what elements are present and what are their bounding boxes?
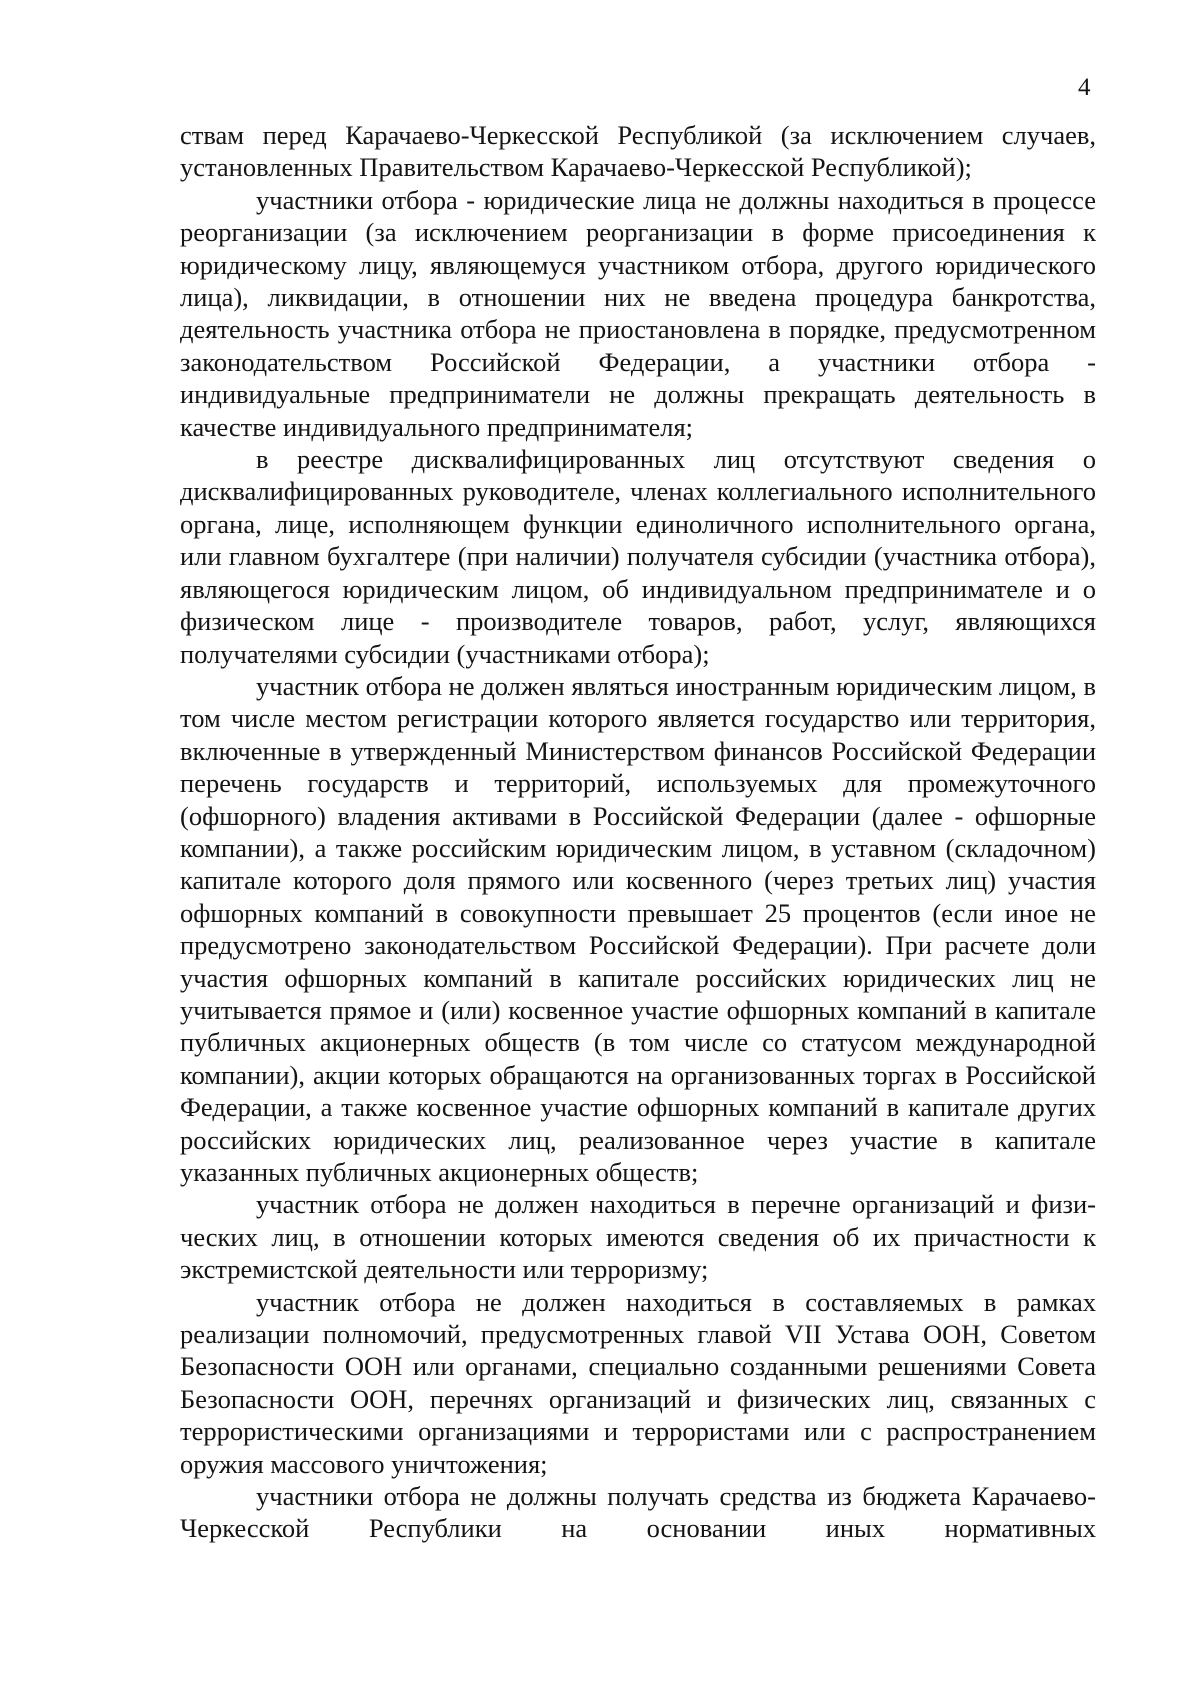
paragraph-2: участники отбора - юридические лица не должны находиться в процессе реорганизации (за исключением реорганизации в форме присоединения к юридическому лицу, являющемуся участником отбора, другого юридического лица), ликвидации, в отношении них не введена процедура банкротства, деятельность участника отбора не приостановлена в порядке, предусмотренном законодательством Российской Федерации, а участники отбора - индивидуальные предприниматели не должны прекращать деятельность в качестве индивидуального предпринимателя; bbox=[180, 184, 1096, 442]
paragraph-3: в реестре дисквалифицированных лиц отсутствуют сведения о дисквалифицированных руководителе, членах коллегиального исполнительного органа, лице, исполняющем функции единоличного исполнительного органа, или главном бухгалтере (при наличии) получателя субсидии (участника отбора), являющегося юридическим лицом, об индивидуальном предпринимателе и о физическом лице - производителе товаров, работ, услуг, являющихся получателями субсидии (участниками отбора); bbox=[180, 444, 1096, 669]
paragraph-4: участник отбора не должен являться иностранным юридическим лицом, в том числе местом регистрации которого является государство или территория, включенные в утвержденный Министерством финансов Российской Федерации перечень государств и территорий, используемых для промежуточного (офшорного) владения активами в Российской Федерации (далее - офшорные компании), а также российским юридическим лицом, в уставном (складочном) капитале которого доля прямого или косвенного (через третьих лиц) участия офшорных компаний в совокупности превышает 25 процентов (если иное не предусмотрено законодательством Российской Федерации). При расчете доли участия офшорных компаний в капитале российских юридических лиц не учитывается прямое и (или) косвенное участие офшорных компаний в капитале публичных акционерных обществ (в том числе со статусом международной компании), акции которых обращаются на организованных торгах в Российской Федерации, а также косвенное участие офшорных компаний в капитале других российских юридических лиц, реализованное через участие в капитале указанных публичных акционерных обществ; bbox=[180, 670, 1096, 1187]
paragraph-7: участники отбора не должны получать средства из бюджета Карачаево-Черкесской Республики на основании иных нормативных bbox=[180, 1481, 1096, 1544]
paragraph-5: участник отбора не должен находиться в перечне организаций и физических лиц, в отношении которых имеются сведения об их причастности к экстремистской деятельности или терроризму; bbox=[180, 1189, 1096, 1285]
paragraph-6: участник отбора не должен находиться в составляемых в рамках реализации полномочий, предусмотренных главой VII Устава ООН, Советом Безопасности ООН или органами, специально созданными решениями Совета Безопасности ООН, перечнях организаций и физических лиц, связанных с террористическими организациями и террористами или с распространением оружия массового уничтожения; bbox=[180, 1286, 1096, 1479]
document-body bbox=[180, 119, 1096, 1545]
page-number: 4 bbox=[1078, 74, 1091, 101]
paragraph-1: ствам перед Карачаево-Черкесской Республикой (за исключением случаев, установленных Правительством Карачаево-Черкесской Республикой); bbox=[180, 120, 1096, 183]
